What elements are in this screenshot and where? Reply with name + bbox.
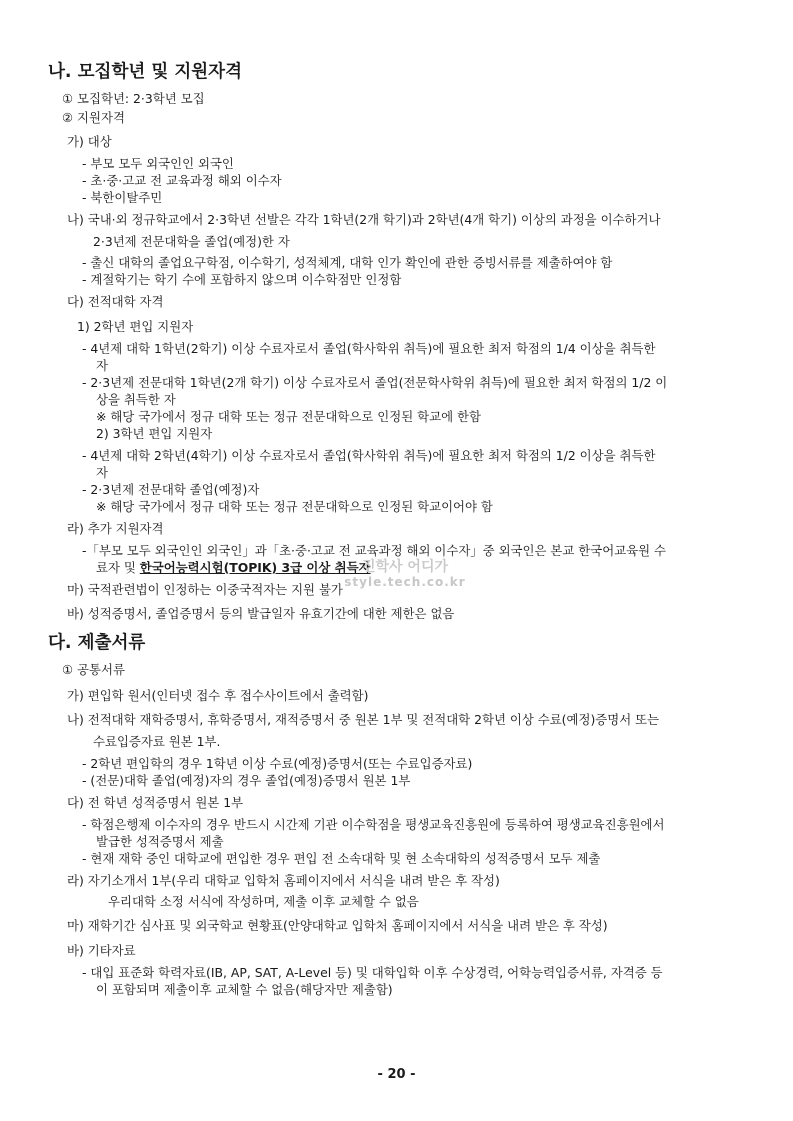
third-year-bullet-1-line-1: - 4년제 대학 2학년(4학기) 이상 수료자로서 졸업(학사학위 취득)에 필요한 최저 학점의 1/2 이상을 취득한 bbox=[82, 448, 656, 463]
second-year-note: ※ 해당 국가에서 정규 대학 또는 정규 전문대학으로 인정된 학교에 한함 bbox=[96, 409, 481, 424]
transcript-bullet-1-line-1: - 학점은행제 이수자의 경우 반드시 시간제 기관 이수학점을 평생교육진흥원에 등록하여 평생교육진흥원에서 bbox=[82, 817, 665, 832]
third-year-subtitle: 2) 3학년 편입 지원자 bbox=[96, 426, 213, 441]
topik-requirement: 한국어능력시험(TOPIK) 3급 이상 취득자 bbox=[139, 560, 371, 575]
section-heading-documents: 다. 제출서류 bbox=[48, 633, 146, 653]
application-form-item: 가) 편입학 원서(인터넷 접수 후 접수사이트에서 출력함) bbox=[67, 688, 369, 703]
domestic-foreign-bullet-1: - 출신 대학의 졸업요구학점, 이수학기, 성적체계, 대학 인가 확인에 관한 증빙서류를 제출하여야 함 bbox=[82, 255, 613, 270]
transcript-title: 다) 전 학년 성적증명서 원본 1부 bbox=[67, 795, 244, 810]
other-docs-line-2: 이 포함되며 제출이후 교체할 수 없음(해당자만 제출함) bbox=[96, 982, 393, 997]
review-form-item: 마) 재학기간 심사표 및 외국학교 현황표(안양대학교 입학처 홈페이지에서 서식을 내려 받은 후 작성) bbox=[67, 918, 608, 933]
additional-line-2-text: 료자 및 bbox=[96, 560, 140, 575]
additional-line-1: -「부모 모두 외국인인 외국인」과「초·중·고교 전 교육과정 해외 이수자」중 외국인은 본교 한국어교육원 수 bbox=[82, 543, 667, 558]
enrollment-cert-line-1: 나) 전적대학 재학증명서, 휴학증명서, 재적증명서 중 원본 1부 및 전적대학 2학년 이상 수료(예정)증명서 또는 bbox=[67, 712, 660, 727]
other-docs-line-1: - 대입 표준화 학력자료(IB, AP, SAT, A-Level 등) 및 대학입학 이후 수상경력, 어학능력입증서류, 자격증 등 bbox=[82, 965, 663, 980]
section-heading-recruitment: 나. 모집학년 및 지원자격 bbox=[48, 62, 242, 82]
target-bullet-2: - 초·중·고교 전 교육과정 해외 이수자 bbox=[82, 173, 282, 188]
domestic-foreign-line-2: 2·3년제 전문대학을 졸업(예정)한 자 bbox=[93, 234, 290, 249]
enrollment-cert-bullet-1: - 2학년 편입학의 경우 1학년 이상 수료(예정)증명서(또는 수료입증자료) bbox=[82, 756, 473, 771]
second-year-subtitle: 1) 2학년 편입 지원자 bbox=[77, 319, 194, 334]
second-year-bullet-2-line-1: - 2·3년제 전문대학 1학년(2개 학기) 이상 수료자로서 졸업(전문학사학위 취득)에 필요한 최저 학점의 1/2 이 bbox=[82, 375, 668, 390]
qualification-item: ② 지원자격 bbox=[62, 110, 125, 125]
enrollment-cert-line-2: 수료입증자료 원본 1부. bbox=[93, 734, 221, 749]
watermark-top: 진학사 어디가 bbox=[361, 559, 449, 575]
second-year-bullet-1-line-2: 자 bbox=[96, 358, 108, 373]
third-year-bullet-1-line-2: 자 bbox=[96, 465, 108, 480]
second-year-bullet-1-line-1: - 4년제 대학 1학년(2학기) 이상 수료자로서 졸업(학사학위 취득)에 필요한 최저 학점의 1/4 이상을 취득한 bbox=[82, 341, 656, 356]
other-docs-title: 바) 기타자료 bbox=[67, 943, 136, 958]
third-year-note: ※ 해당 국가에서 정규 대학 또는 정규 전문대학으로 인정된 학교이어야 함 bbox=[96, 499, 493, 514]
enrollment-cert-bullet-2: - (전문)대학 졸업(예정)자의 경우 졸업(예정)증명서 원본 1부 bbox=[82, 773, 411, 788]
third-year-bullet-2: - 2·3년제 전문대학 졸업(예정)자 bbox=[82, 482, 260, 497]
additional-title: 라) 추가 지원자격 bbox=[67, 521, 164, 536]
target-bullet-3: - 북한이탈주민 bbox=[82, 190, 163, 205]
target-title: 가) 대상 bbox=[67, 134, 112, 149]
transcript-bullet-2: - 현재 재학 중인 대학교에 편입한 경우 편입 전 소속대학 및 현 소속대학의 성적증명서 모두 제출 bbox=[82, 851, 601, 866]
self-intro-line-2: 우리대학 소정 서식에 작성하며, 제출 이후 교체할 수 없음 bbox=[108, 894, 419, 909]
prev-univ-title: 다) 전적대학 자격 bbox=[67, 294, 164, 309]
domestic-foreign-line-1: 나) 국내·외 정규학교에서 2·3학년 선발은 각각 1학년(2개 학기)과 2학년(4개 학기) 이상의 과정을 이수하거나 bbox=[67, 212, 661, 227]
domestic-foreign-bullet-2: - 계절학기는 학기 수에 포함하지 않으며 이수학점만 인정함 bbox=[82, 272, 402, 287]
watermark-bottom: style.tech.co.kr bbox=[344, 575, 466, 589]
page-number: - 20 - bbox=[377, 1067, 416, 1082]
certificate-validity-note: 바) 성적증명서, 졸업증명서 등의 발급일자 유효기간에 대한 제한은 없음 bbox=[67, 606, 455, 621]
target-bullet-1: - 부모 모두 외국인인 외국인 bbox=[82, 156, 234, 171]
recruit-year-item: ① 모집학년: 2·3학년 모집 bbox=[62, 91, 205, 106]
additional-line-2 bbox=[96, 560, 371, 576]
transcript-bullet-1-line-2: 발급한 성적증명서 제출 bbox=[96, 834, 224, 849]
dual-citizenship-note: 마) 국적관련법이 인정하는 이중국적자는 지원 불가 bbox=[67, 582, 343, 597]
self-intro-line-1: 라) 자기소개서 1부(우리 대학교 입학처 홈페이지에서 서식을 내려 받은 후 작성) bbox=[67, 873, 500, 888]
watermark bbox=[335, 560, 475, 590]
common-docs-item: ① 공통서류 bbox=[62, 662, 125, 677]
second-year-bullet-2-line-2: 상을 취득한 자 bbox=[96, 392, 176, 407]
